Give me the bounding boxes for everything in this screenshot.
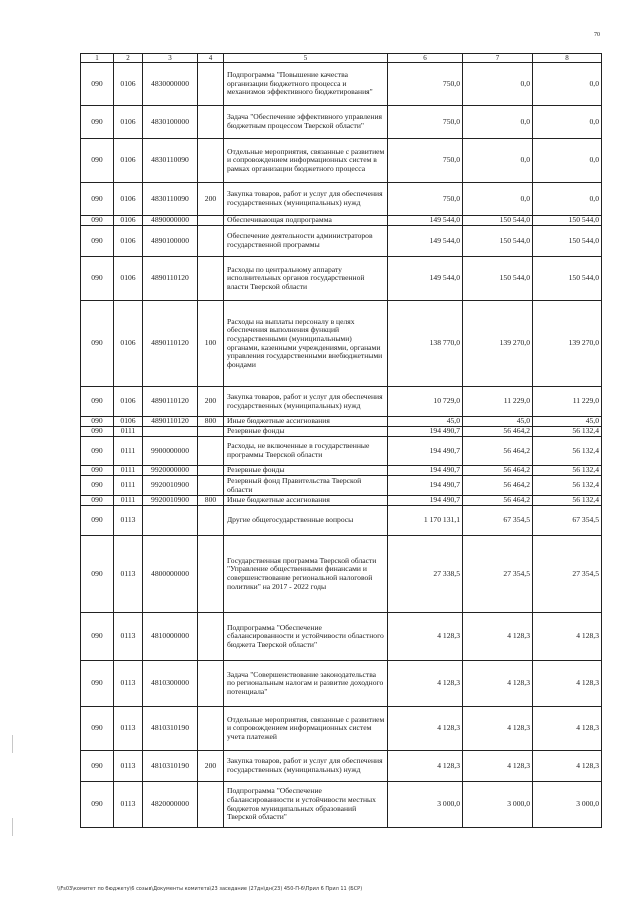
expense-type-cell: 100 [198, 301, 224, 387]
admin-code-cell: 090 [81, 506, 114, 536]
expense-type-cell: 200 [198, 751, 224, 782]
amount-year2-cell: 11 229,0 [463, 387, 533, 417]
target-article-cell: 9920000000 [143, 466, 198, 476]
expense-type-cell: 800 [198, 417, 224, 427]
amount-year2-cell: 150 544,0 [463, 216, 533, 226]
table-row [81, 183, 602, 216]
footer-file-path: \\Fs03\комитет по бюджету\6 созыв\Документы комитета\23 заседание (27дн\дн(23) 450-П-6\Прил 6 Прил 11 (БСР) [57, 886, 363, 892]
table-row [81, 782, 602, 828]
amount-year2-cell: 4 128,3 [463, 707, 533, 751]
amount-year3-cell: 4 128,3 [533, 751, 602, 782]
amount-year3-cell: 67 354,5 [533, 506, 602, 536]
amount-year2-cell: 56 464,2 [463, 437, 533, 466]
description-cell: Иные бюджетные ассигнования [224, 417, 388, 427]
header-cell: 1 [81, 54, 114, 63]
budget-table [80, 53, 602, 828]
description-cell: Иные бюджетные ассигнования [224, 496, 388, 506]
amount-year3-cell: 3 000,0 [533, 782, 602, 828]
amount-year3-cell: 0,0 [533, 183, 602, 216]
amount-year1-cell: 149 544,0 [388, 257, 463, 301]
description-cell: Закупка товаров, работ и услуг для обеспечения государственных (муниципальных) нужд [224, 387, 388, 417]
amount-year3-cell: 56 132,4 [533, 496, 602, 506]
section-code-cell: 0111 [114, 437, 143, 466]
amount-year2-cell: 0,0 [463, 106, 533, 139]
table-row [81, 417, 602, 427]
table-row [81, 63, 602, 106]
section-code-cell: 0106 [114, 226, 143, 257]
target-article-cell: 9900000000 [143, 437, 198, 466]
amount-year2-cell: 56 464,2 [463, 496, 533, 506]
target-article-cell: 4890110120 [143, 387, 198, 417]
admin-code-cell: 090 [81, 707, 114, 751]
amount-year2-cell: 45,0 [463, 417, 533, 427]
target-article-cell: 4830110090 [143, 139, 198, 183]
table-body [81, 54, 602, 828]
section-code-cell: 0106 [114, 257, 143, 301]
expense-type-cell [198, 63, 224, 106]
section-code-cell: 0106 [114, 183, 143, 216]
section-code-cell: 0113 [114, 707, 143, 751]
amount-year2-cell: 150 544,0 [463, 257, 533, 301]
amount-year3-cell: 45,0 [533, 417, 602, 427]
section-code-cell: 0113 [114, 613, 143, 661]
section-code-cell: 0106 [114, 417, 143, 427]
expense-type-cell [198, 437, 224, 466]
amount-year1-cell: 138 770,0 [388, 301, 463, 387]
section-code-cell: 0111 [114, 496, 143, 506]
description-cell: Другие общегосударственные вопросы [224, 506, 388, 536]
amount-year2-cell: 150 544,0 [463, 226, 533, 257]
description-cell: Резервные фонды [224, 466, 388, 476]
admin-code-cell: 090 [81, 257, 114, 301]
section-code-cell: 0111 [114, 466, 143, 476]
table-row [81, 301, 602, 387]
description-cell: Подпрограмма "Обеспечение сбалансированности и устойчивости местных бюджетов муниципальных образований Тверской области" [224, 782, 388, 828]
amount-year1-cell: 194 490,7 [388, 476, 463, 496]
amount-year1-cell: 149 544,0 [388, 216, 463, 226]
section-code-cell: 0106 [114, 216, 143, 226]
admin-code-cell: 090 [81, 216, 114, 226]
amount-year3-cell: 27 354,5 [533, 536, 602, 613]
amount-year2-cell: 27 354,5 [463, 536, 533, 613]
section-code-cell: 0106 [114, 387, 143, 417]
amount-year1-cell: 45,0 [388, 417, 463, 427]
amount-year1-cell: 3 000,0 [388, 782, 463, 828]
admin-code-cell: 090 [81, 661, 114, 707]
admin-code-cell: 090 [81, 782, 114, 828]
target-article-cell: 4830000000 [143, 63, 198, 106]
amount-year3-cell: 11 229,0 [533, 387, 602, 417]
description-cell: Резервные фонды [224, 427, 388, 437]
table-row [81, 707, 602, 751]
description-cell: Закупка товаров, работ и услуг для обеспечения государственных (муниципальных) нужд [224, 183, 388, 216]
amount-year1-cell: 4 128,3 [388, 707, 463, 751]
description-cell: Резервный фонд Правительства Тверской области [224, 476, 388, 496]
amount-year3-cell: 150 544,0 [533, 216, 602, 226]
amount-year3-cell: 56 132,4 [533, 437, 602, 466]
target-article-cell: 4810000000 [143, 613, 198, 661]
expense-type-cell [198, 427, 224, 437]
admin-code-cell: 090 [81, 106, 114, 139]
section-code-cell: 0113 [114, 536, 143, 613]
section-code-cell: 0113 [114, 506, 143, 536]
amount-year2-cell: 4 128,3 [463, 751, 533, 782]
header-cell: 8 [533, 54, 602, 63]
target-article-cell: 4890110120 [143, 301, 198, 387]
target-article-cell [143, 506, 198, 536]
expense-type-cell [198, 226, 224, 257]
description-cell: Отдельные мероприятия, связанные с развитием и сопровождением информационных систем учета платежей [224, 707, 388, 751]
amount-year3-cell: 4 128,3 [533, 661, 602, 707]
expense-type-cell [198, 466, 224, 476]
amount-year3-cell: 4 128,3 [533, 613, 602, 661]
amount-year2-cell: 0,0 [463, 63, 533, 106]
section-code-cell: 0111 [114, 476, 143, 496]
description-cell: Подпрограмма "Повышение качества организации бюджетного процесса и механизмов эффективного бюджетирования" [224, 63, 388, 106]
expense-type-cell [198, 613, 224, 661]
target-article-cell: 4890110120 [143, 417, 198, 427]
description-cell: Отдельные мероприятия, связанные с развитием и сопровождением информационных систем в рамках организации бюджетного процесса [224, 139, 388, 183]
admin-code-cell: 090 [81, 751, 114, 782]
amount-year3-cell: 139 270,0 [533, 301, 602, 387]
amount-year1-cell: 149 544,0 [388, 226, 463, 257]
header-cell: 5 [224, 54, 388, 63]
amount-year1-cell: 10 729,0 [388, 387, 463, 417]
section-code-cell: 0111 [114, 427, 143, 437]
amount-year1-cell: 750,0 [388, 183, 463, 216]
expense-type-cell [198, 782, 224, 828]
amount-year1-cell: 750,0 [388, 106, 463, 139]
amount-year1-cell: 750,0 [388, 139, 463, 183]
amount-year1-cell: 194 490,7 [388, 496, 463, 506]
admin-code-cell: 090 [81, 63, 114, 106]
target-article-cell: 4830110090 [143, 183, 198, 216]
table-row [81, 613, 602, 661]
expense-type-cell [198, 476, 224, 496]
table-row [81, 536, 602, 613]
expense-type-cell: 200 [198, 387, 224, 417]
amount-year3-cell: 4 128,3 [533, 707, 602, 751]
admin-code-cell: 090 [81, 476, 114, 496]
section-code-cell: 0113 [114, 661, 143, 707]
admin-code-cell: 090 [81, 613, 114, 661]
target-article-cell: 4800000000 [143, 536, 198, 613]
amount-year2-cell: 139 270,0 [463, 301, 533, 387]
amount-year1-cell: 27 338,5 [388, 536, 463, 613]
amount-year3-cell: 0,0 [533, 106, 602, 139]
amount-year2-cell: 67 354,5 [463, 506, 533, 536]
header-cell: 7 [463, 54, 533, 63]
expense-type-cell: 800 [198, 496, 224, 506]
amount-year1-cell: 1 170 131,1 [388, 506, 463, 536]
amount-year3-cell: 56 132,4 [533, 427, 602, 437]
expense-type-cell [198, 106, 224, 139]
amount-year2-cell: 56 464,2 [463, 476, 533, 496]
target-article-cell: 9920010900 [143, 496, 198, 506]
table-row [81, 257, 602, 301]
table-row [81, 661, 602, 707]
admin-code-cell: 090 [81, 301, 114, 387]
target-article-cell: 4810310190 [143, 707, 198, 751]
header-cell: 3 [143, 54, 198, 63]
description-cell: Закупка товаров, работ и услуг для обеспечения государственных (муниципальных) нужд [224, 751, 388, 782]
target-article-cell: 4890000000 [143, 216, 198, 226]
expense-type-cell [198, 536, 224, 613]
description-cell: Расходы на выплаты персоналу в целях обеспечения выполнения функций государственными (муниципальными) органами, казенными учреждениями, органами управления государственными внебюджетными фондами [224, 301, 388, 387]
amount-year3-cell: 0,0 [533, 63, 602, 106]
table-row [81, 139, 602, 183]
expense-type-cell [198, 506, 224, 536]
table-row [81, 387, 602, 417]
amount-year2-cell: 0,0 [463, 139, 533, 183]
admin-code-cell: 090 [81, 536, 114, 613]
amount-year3-cell: 150 544,0 [533, 226, 602, 257]
amount-year2-cell: 56 464,2 [463, 466, 533, 476]
admin-code-cell: 090 [81, 437, 114, 466]
section-code-cell: 0106 [114, 106, 143, 139]
table-row [81, 226, 602, 257]
amount-year1-cell: 194 490,7 [388, 427, 463, 437]
scan-margin-mark [12, 818, 13, 836]
header-cell: 4 [198, 54, 224, 63]
admin-code-cell: 090 [81, 183, 114, 216]
amount-year1-cell: 750,0 [388, 63, 463, 106]
target-article-cell: 4810300000 [143, 661, 198, 707]
expense-type-cell [198, 707, 224, 751]
header-row [81, 54, 602, 63]
expense-type-cell: 200 [198, 183, 224, 216]
amount-year2-cell: 4 128,3 [463, 661, 533, 707]
table-row [81, 496, 602, 506]
amount-year1-cell: 194 490,7 [388, 466, 463, 476]
description-cell: Расходы по центральному аппарату исполнительных органов государственной власти Тверской области [224, 257, 388, 301]
description-cell: Обеспечивающая подпрограмма [224, 216, 388, 226]
amount-year3-cell: 150 544,0 [533, 257, 602, 301]
expense-type-cell [198, 139, 224, 183]
header-cell: 6 [388, 54, 463, 63]
admin-code-cell: 090 [81, 387, 114, 417]
target-article-cell [143, 427, 198, 437]
amount-year2-cell: 56 464,2 [463, 427, 533, 437]
amount-year2-cell: 3 000,0 [463, 782, 533, 828]
admin-code-cell: 090 [81, 226, 114, 257]
table-row [81, 437, 602, 466]
section-code-cell: 0106 [114, 301, 143, 387]
scan-margin-mark [12, 735, 13, 753]
table-row [81, 427, 602, 437]
amount-year2-cell: 4 128,3 [463, 613, 533, 661]
admin-code-cell: 090 [81, 496, 114, 506]
description-cell: Расходы, не включенные в государственные программы Тверской области [224, 437, 388, 466]
admin-code-cell: 090 [81, 417, 114, 427]
amount-year3-cell: 56 132,4 [533, 466, 602, 476]
page-number: 70 [594, 32, 600, 38]
target-article-cell: 4890110120 [143, 257, 198, 301]
table-row [81, 466, 602, 476]
amount-year1-cell: 194 490,7 [388, 437, 463, 466]
amount-year1-cell: 4 128,3 [388, 613, 463, 661]
table-row [81, 216, 602, 226]
amount-year1-cell: 4 128,3 [388, 751, 463, 782]
description-cell: Подпрограмма "Обеспечение сбалансированности и устойчивости областного бюджета Тверской области" [224, 613, 388, 661]
expense-type-cell [198, 216, 224, 226]
expense-type-cell [198, 661, 224, 707]
admin-code-cell: 090 [81, 466, 114, 476]
section-code-cell: 0113 [114, 751, 143, 782]
target-article-cell: 4820000000 [143, 782, 198, 828]
table-row [81, 476, 602, 496]
amount-year1-cell: 4 128,3 [388, 661, 463, 707]
amount-year3-cell: 56 132,4 [533, 476, 602, 496]
section-code-cell: 0113 [114, 782, 143, 828]
section-code-cell: 0106 [114, 63, 143, 106]
table-row [81, 106, 602, 139]
description-cell: Задача "Обеспечение эффективного управления бюджетным процессом Тверской области" [224, 106, 388, 139]
admin-code-cell: 090 [81, 139, 114, 183]
header-cell: 2 [114, 54, 143, 63]
amount-year2-cell: 0,0 [463, 183, 533, 216]
section-code-cell: 0106 [114, 139, 143, 183]
target-article-cell: 4830100000 [143, 106, 198, 139]
target-article-cell: 4810310190 [143, 751, 198, 782]
target-article-cell: 4890100000 [143, 226, 198, 257]
description-cell: Задача "Совершенствование законодательства по региональным налогам и развитие доходного потенциала" [224, 661, 388, 707]
admin-code-cell: 090 [81, 427, 114, 437]
description-cell: Обеспечение деятельности администраторов государственной программы [224, 226, 388, 257]
description-cell: Государственная программа Тверской области "Управление общественными финансами и совершенствование региональной налоговой политики" на 2017 - 2022 годы [224, 536, 388, 613]
table-row [81, 751, 602, 782]
target-article-cell: 9920010900 [143, 476, 198, 496]
expense-type-cell [198, 257, 224, 301]
amount-year3-cell: 0,0 [533, 139, 602, 183]
table-row [81, 506, 602, 536]
